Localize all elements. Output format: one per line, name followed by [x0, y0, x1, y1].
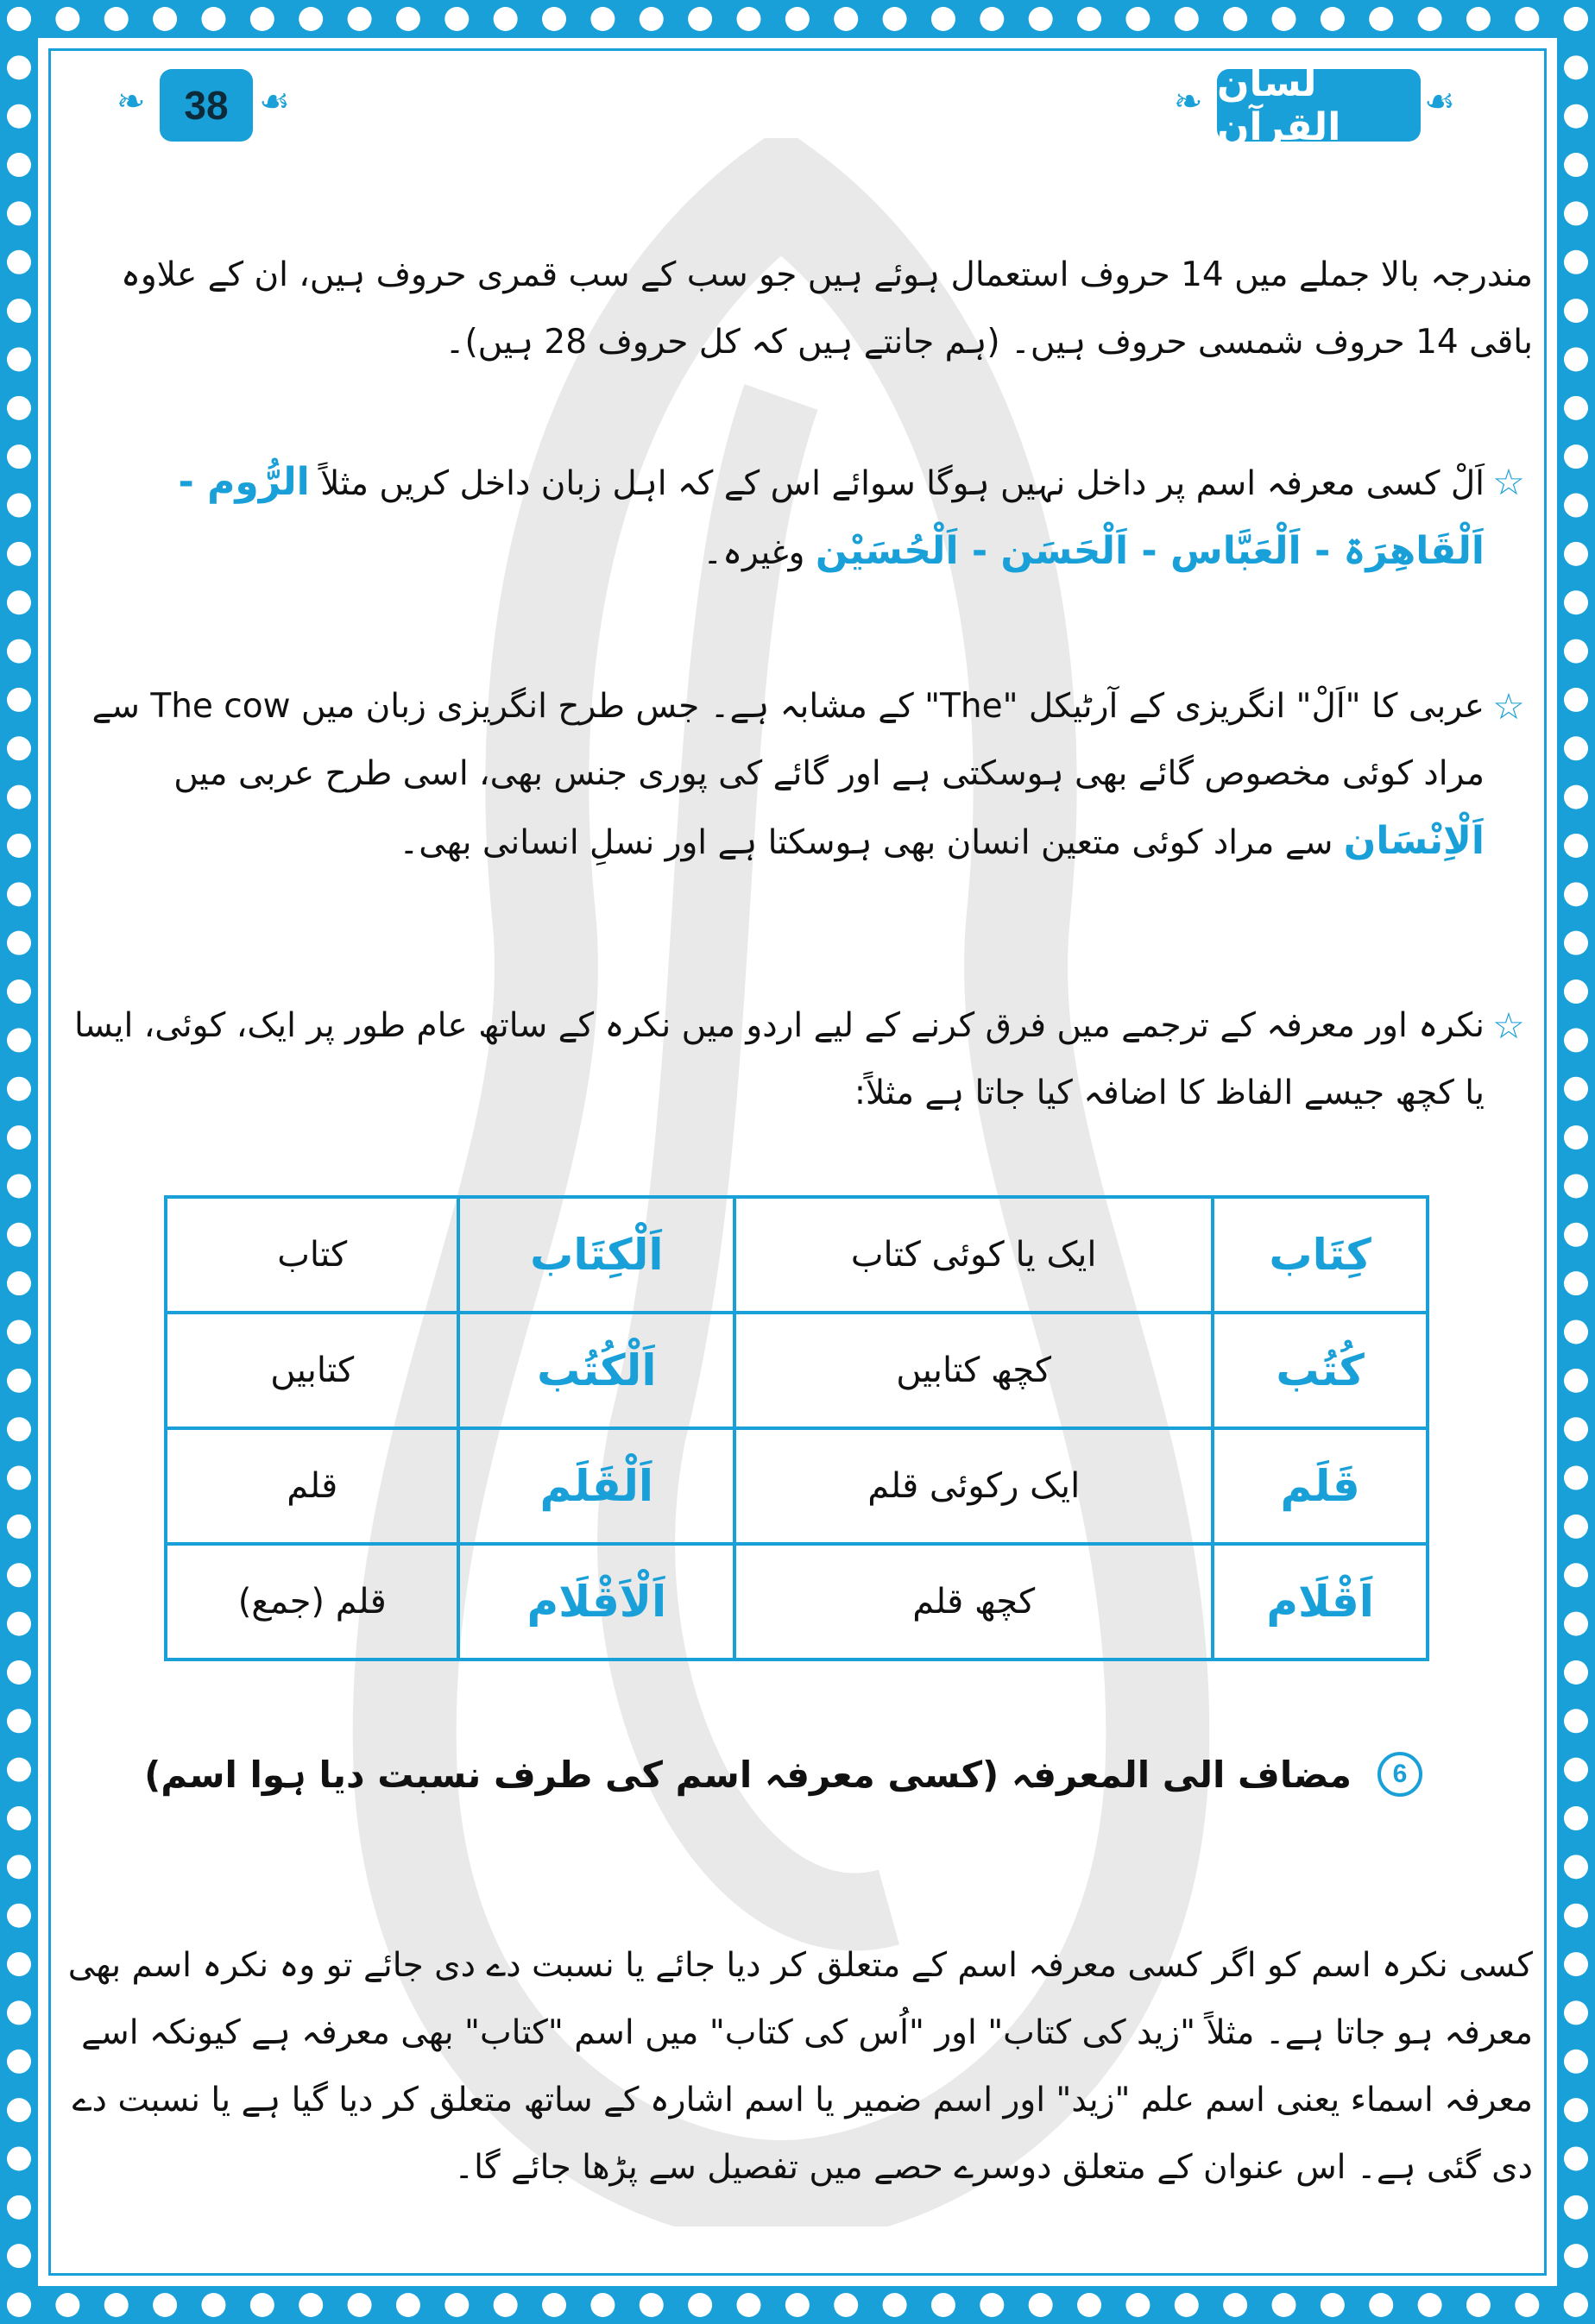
table-cell: اَلْاَقْلَام	[458, 1544, 734, 1660]
table-cell: قلم (جمع)	[166, 1544, 458, 1660]
table-cell: قَلَم	[1213, 1428, 1428, 1544]
table-cell: کچھ قلم	[734, 1544, 1213, 1660]
table-cell: اَقْلَام	[1213, 1544, 1428, 1660]
bullet-item-1	[62, 449, 1533, 587]
bullet-item-2	[62, 673, 1533, 877]
page-number: 38	[160, 69, 253, 142]
paragraph-5: کسی نکرہ اسم کو اگر کسی معرفہ اسم کے متعلق کر دیا جائے یا نسبت دے دی جائے تو وہ نکرہ اسم بھی معرفہ ہو جاتا ہے۔ مثلاً "زید کی کتاب" اور "اُس کی کتاب" میں اسم "کتاب" بھی معرفہ ہے کیونکہ اسے معرفہ اسماء یعنی اسم علم "زید" اور اسم ضمیر یا اسم اشارہ کے ساتھ متعلق کر دیا گیا ہے یا نسبت دے دی گئی ہے۔ اس عنوان کے متعلق دوسرے حصے میں تفصیل سے پڑھا جائے گا۔	[67, 1946, 1533, 2187]
bullet-2-text-end: سے مراد کوئی متعین انسان بھی ہوسکتا ہے اور نسلِ انسانی بھی۔	[399, 823, 1333, 862]
star-icon: ☆	[1492, 685, 1525, 727]
header-ornament-left: ❧	[117, 82, 146, 122]
section-heading	[144, 1752, 1422, 1797]
table-cell: اَلْکِتَاب	[458, 1197, 734, 1313]
bullet-1-text: اَلْ کسی معرفہ اسم پر داخل نہیں ہوگا سوائے اس کے کہ اہل زبان داخل کریں مثلاً	[320, 464, 1485, 503]
header-ornament-right: ☙	[259, 82, 290, 122]
bullet-1-examples: الرُّوم - اَلْقَاھِرَۃ - اَلْعَبَّاس - اَلْحَسَن - اَلْحُسَیْن	[178, 460, 1485, 573]
bullet-2-text: عربی کا "اَلْ" انگریزی کے آرٹیکل "The" کے مشابہ ہے۔ جس طرح انگریزی زبان میں The cow سے مراد کوئی مخصوص گائے بھی ہوسکتی ہے اور گائے کی پوری جنس بھی، اسی طرح عربی میں	[91, 687, 1485, 793]
table-cell: قلم	[166, 1428, 458, 1544]
examples-table	[164, 1195, 1429, 1661]
table-cell: کِتَاب	[1213, 1197, 1428, 1313]
table-row	[166, 1428, 1428, 1544]
star-icon: ☆	[1492, 461, 1525, 503]
section-number-icon: 6	[1378, 1752, 1422, 1797]
table-cell: کچھ کتابیں	[734, 1313, 1213, 1428]
title-ornament-left: ❧	[1174, 82, 1203, 122]
table-cell: کُتُب	[1213, 1313, 1428, 1428]
bullet-item-3	[62, 992, 1533, 1127]
title-ornament-right: ☙	[1424, 82, 1455, 122]
table-row	[166, 1313, 1428, 1428]
table-row	[166, 1197, 1428, 1313]
table-row	[166, 1544, 1428, 1660]
table-cell: ایک رکوئی قلم	[734, 1428, 1213, 1544]
bullet-3-text: نکرہ اور معرفہ کے ترجمے میں فرق کرنے کے لیے اردو میں نکرہ کے ساتھ عام طور پر ایک، کوئی، ایسا یا کچھ جیسے الفاظ کا اضافہ کیا جاتا ہے مثلاً:	[73, 1006, 1485, 1112]
table-cell: کتابیں	[166, 1313, 458, 1428]
table-cell: ایک یا کوئی کتاب	[734, 1197, 1213, 1313]
book-title: لسان القرآن	[1217, 69, 1421, 142]
bullet-2-word: اَلْاِنْسَان	[1343, 819, 1485, 863]
table-cell: اَلْکُتُب	[458, 1313, 734, 1428]
bullet-1-text-end: وغیرہ۔	[703, 533, 805, 572]
table-cell: کتاب	[166, 1197, 458, 1313]
section-heading-text: مضاف الی المعرفہ (کسی معرفہ اسم کی طرف نسبت دیا ہوا اسم)	[144, 1753, 1352, 1796]
table-cell: اَلْقَلَم	[458, 1428, 734, 1544]
star-icon: ☆	[1492, 1005, 1525, 1047]
paragraph-1: مندرجہ بالا جملے میں 14 حروف استعمال ہوئے ہیں جو سب کے سب قمری حروف ہیں، ان کے علاوہ باقی 14 حروف شمسی حروف ہیں۔ (ہم جانتے ہیں کہ کل حروف 28 ہیں)۔	[121, 255, 1533, 362]
